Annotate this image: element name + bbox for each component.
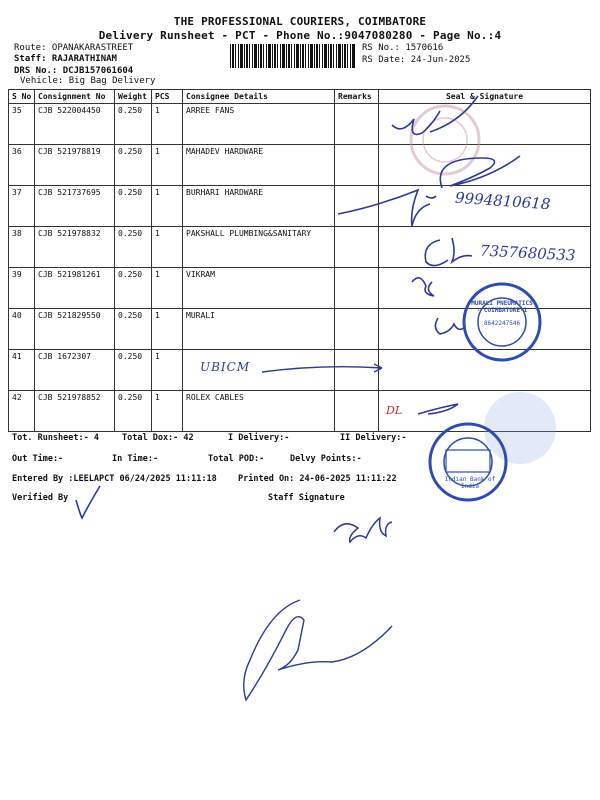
cell-consignment: CJB 521978852 [35,391,115,432]
col-consignment: Consignment No [35,90,115,104]
company-title: THE PROFESSIONAL COURIERS, COIMBATORE [173,15,427,28]
cell-sno: 37 [9,186,35,227]
cell-remarks [335,268,379,309]
table-row [9,145,591,186]
handwritten-note-row41: UBICM [200,360,251,374]
cell-consignee: MURALI [183,309,335,350]
cell-weight: 0.250 [115,227,152,268]
col-pcs: PCS [152,90,183,104]
cell-consignment: CJB 522004450 [35,104,115,145]
cell-pcs: 1 [152,227,183,268]
cell-remarks [335,227,379,268]
cell-remarks [335,104,379,145]
col-remarks: Remarks [335,90,379,104]
cell-weight: 0.250 [115,350,152,391]
cell-consignee: BURHARI HARDWARE [183,186,335,227]
bank-stamp-text: Indian Bank of India [444,476,496,490]
cell-pcs: 1 [152,391,183,432]
cell-seal [379,145,591,186]
runsheet-subtitle: Delivery Runsheet - PCT - Phone No.:9047080280 - Page No.:4 [98,29,502,42]
cell-pcs: 1 [152,309,183,350]
staff-signature-label: Staff Signature [268,493,345,503]
col-consignee: Consignee Details [183,90,335,104]
table-row [9,309,591,350]
col-sno: S No [9,90,35,104]
pneumatics-stamp-phone: 8642247546 [483,320,521,327]
cell-weight: 0.250 [115,309,152,350]
cell-sno: 36 [9,145,35,186]
cell-consignment: CJB 521981261 [35,268,115,309]
cell-pcs: 1 [152,186,183,227]
table-row [9,350,591,391]
handwritten-phone-row37: 9994810618 [454,188,551,214]
cell-consignee: ARREE FANS [183,104,335,145]
cell-seal [379,391,591,432]
cell-remarks [335,309,379,350]
cell-seal [379,104,591,145]
tot-runsheet: Tot. Runsheet:- 4 [12,433,99,443]
cell-remarks [335,350,379,391]
cell-pcs: 1 [152,145,183,186]
barcode [230,44,355,68]
cell-remarks [335,391,379,432]
cell-weight: 0.250 [115,145,152,186]
handwritten-phone-row38: 7357680533 [479,241,576,265]
cell-pcs: 1 [152,268,183,309]
table-row [9,391,591,432]
rs-date: RS Date: 24-Jun-2025 [362,55,471,65]
drs-number: DRS No.: DCJB157061604 [14,66,134,76]
large-bottom-signature [244,600,392,700]
cell-sno: 42 [9,391,35,432]
cell-consignment: CJB 521829550 [35,309,115,350]
in-time: In Time:- [112,454,159,464]
cell-consignee: VIKRAM [183,268,335,309]
cell-sno: 35 [9,104,35,145]
cell-consignee: MAHADEV HARDWARE [183,145,335,186]
staff-text: Staff: RAJARATHINAM [14,54,117,64]
cell-pcs: 1 [152,104,183,145]
i-delivery: I Delivery:- [228,433,290,443]
cell-sno: 38 [9,227,35,268]
verified-by: Verified By [12,493,69,503]
cell-weight: 0.250 [115,186,152,227]
verified-by-tick [76,486,100,518]
cell-consignee: PAKSHALL PLUMBING&SANITARY [183,227,335,268]
ii-delivery: II Delivery:- [340,433,407,443]
out-time: Out Time:- [12,454,64,464]
table-row [9,104,591,145]
route-text: Route: OPANAKARASTREET [14,43,134,53]
cell-weight: 0.250 [115,268,152,309]
cell-weight: 0.250 [115,104,152,145]
col-seal-signature: Seal & Signature [379,90,591,104]
cell-consignment: CJB 1672307 [35,350,115,391]
cell-consignment: CJB 521737695 [35,186,115,227]
cell-weight: 0.250 [115,391,152,432]
cell-seal [379,309,591,350]
col-weight: Weight [115,90,152,104]
delvy-points: Delvy Points:- [290,454,362,464]
cell-sno: 40 [9,309,35,350]
cell-sno: 41 [9,350,35,391]
vehicle-text: Vehicle: Big Bag Delivery [20,76,156,86]
cell-consignment: CJB 521978832 [35,227,115,268]
staff-signature-mark [334,518,392,542]
handwritten-note-row42: DL [386,404,403,417]
cell-remarks [335,145,379,186]
entered-by: Entered By :LEELAPCT 06/24/2025 11:11:18 [12,474,217,484]
cell-consignee: ROLEX CABLES [183,391,335,432]
printed-on: Printed On: 24-06-2025 11:11:22 [238,474,397,484]
cell-pcs: 1 [152,350,183,391]
total-dox: Total Dox:- 42 [122,433,194,443]
total-pod: Total POD:- [208,454,265,464]
pneumatics-stamp-text: MURALI PNEUMATICS · COIMBATORE-1 [471,300,533,314]
cell-consignment: CJB 521978819 [35,145,115,186]
rs-number: RS No.: 1570616 [362,43,444,53]
cell-seal [379,350,591,391]
cell-remarks [335,186,379,227]
cell-sno: 39 [9,268,35,309]
table-header-row [9,90,591,104]
